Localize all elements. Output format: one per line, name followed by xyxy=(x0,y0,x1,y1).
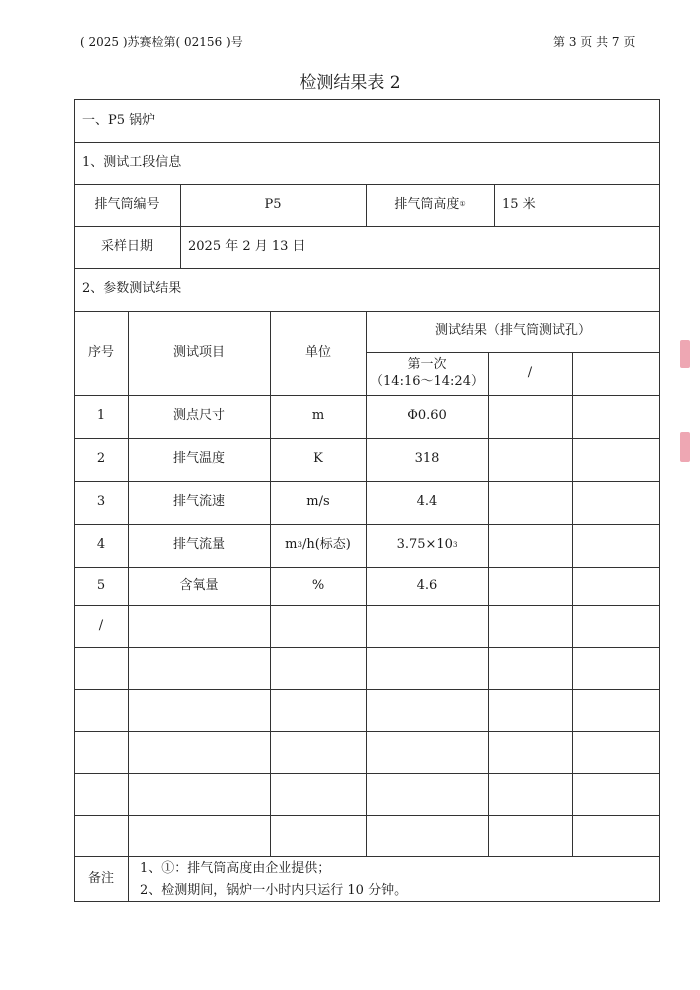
row-value: 4.6 xyxy=(416,577,438,593)
row-unit: m xyxy=(311,408,325,424)
column-header-second-test: / xyxy=(527,365,533,381)
stack-number-value: P5 xyxy=(264,196,282,212)
row-index: / xyxy=(98,617,104,633)
sampling-date-value: 2025 年 2 月 13 日 xyxy=(188,238,306,254)
table-rule xyxy=(488,352,489,856)
document-number: ( 2025 )苏赛检第( 02156 )号 xyxy=(80,35,243,49)
column-header-item: 测试项目 xyxy=(172,344,225,360)
page-info: 第 3 页 共 7 页 xyxy=(553,35,636,49)
column-header-first-test xyxy=(366,352,488,395)
first-test-title: 第一次 xyxy=(407,356,447,372)
table-rule xyxy=(74,856,660,857)
value-base: 3.75×10 xyxy=(396,537,453,553)
row-item: 排气流量 xyxy=(172,537,225,553)
unit-base: m xyxy=(285,537,298,553)
row-value: 318 xyxy=(414,451,440,467)
sampling-date-label: 采样日期 xyxy=(100,238,153,254)
row-item: 含氧量 xyxy=(179,577,219,593)
column-header-index: 序号 xyxy=(87,344,114,360)
unit-rest: /h(标态) xyxy=(301,537,351,553)
row-index: 1 xyxy=(96,408,106,424)
row-item: 排气流速 xyxy=(172,494,225,510)
page-title: 检测结果表 2 xyxy=(299,73,401,93)
seal-edge-mark xyxy=(680,340,690,368)
row-index: 4 xyxy=(96,537,106,553)
table-rule xyxy=(572,352,573,856)
subsection-heading: 2、参数测试结果 xyxy=(82,281,182,297)
subsection-heading: 1、测试工段信息 xyxy=(82,154,182,170)
value-exponent: 3 xyxy=(452,540,458,549)
footnote-mark: ① xyxy=(459,200,466,209)
remarks-text xyxy=(140,858,407,902)
column-header-unit: 单位 xyxy=(304,344,331,360)
row-unit xyxy=(270,524,366,567)
stack-height-label xyxy=(366,184,494,226)
remarks-label: 备注 xyxy=(87,870,114,886)
row-index: 5 xyxy=(96,577,106,593)
stack-height-label-text: 排气筒高度 xyxy=(394,196,460,212)
row-unit: K xyxy=(313,451,323,467)
column-header-results: 测试结果（排气筒测试孔） xyxy=(434,323,591,339)
row-value xyxy=(366,524,488,567)
remark-line: 2、检测期间，锅炉一小时内只运行 10 分钟。 xyxy=(140,883,408,898)
row-unit: % xyxy=(311,577,325,593)
remark-line: 1、①：排气筒高度由企业提供； xyxy=(140,861,331,876)
row-index: 2 xyxy=(96,451,106,467)
row-value: Φ0.60 xyxy=(407,408,447,424)
unit-exponent: 3 xyxy=(297,540,302,549)
stack-height-value: 15 米 xyxy=(502,196,536,212)
section-heading: 一、P5 锅炉 xyxy=(82,112,156,128)
row-item: 排气温度 xyxy=(172,451,225,467)
stack-number-label: 排气筒编号 xyxy=(94,196,160,212)
row-unit: m/s xyxy=(306,494,330,510)
row-item: 测点尺寸 xyxy=(172,408,225,424)
row-value: 4.4 xyxy=(416,494,438,510)
row-index: 3 xyxy=(96,494,106,510)
seal-edge-mark xyxy=(680,432,690,462)
first-test-time: （14:16～14:24） xyxy=(370,373,484,389)
